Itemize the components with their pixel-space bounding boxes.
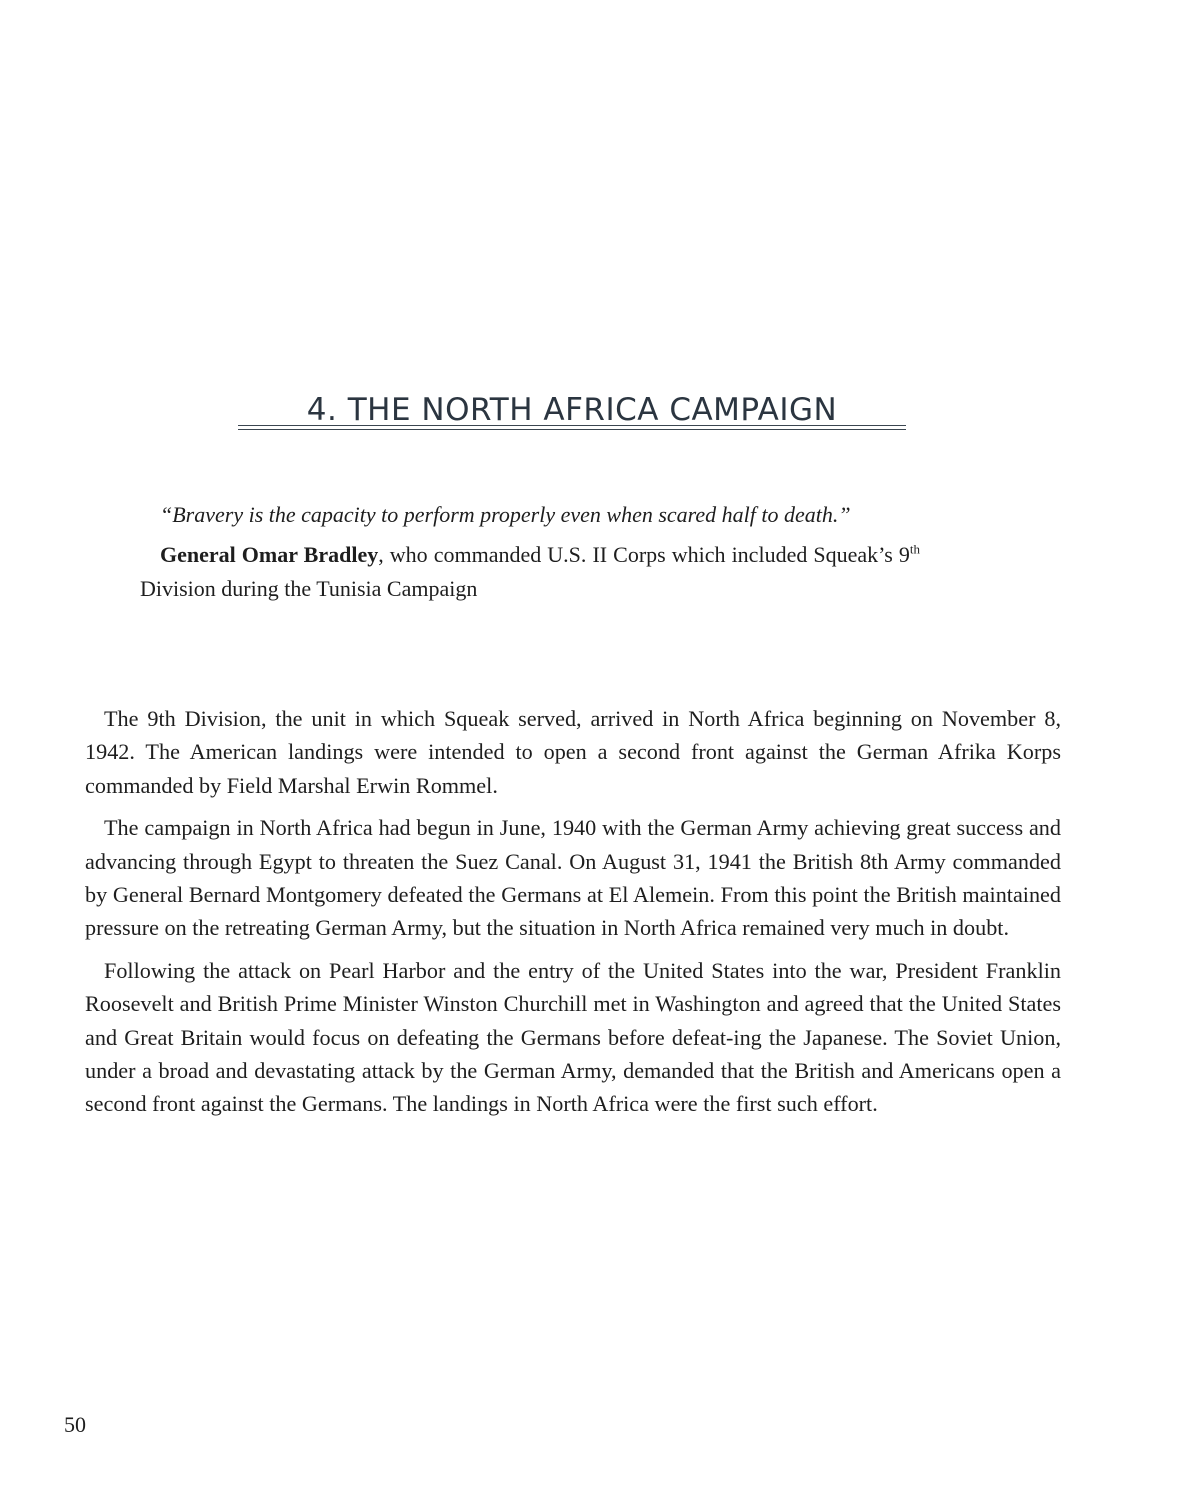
epigraph-attribution-text-end: Division during the Tunisia Campaign: [140, 576, 478, 601]
title-underline-top: [238, 425, 906, 426]
paragraph: Following the attack on Pearl Harbor and the entry of the United States into the war, President Franklin Roosevelt and British Prime Minister Winston Churchill met in Washington and agreed that the United States and Great Britain would focus on defeating the Germans before defeat-ing the Japanese. The Soviet Union, under a broad and devastating attack by the German Army, demanded that the British and Americans open a second front against the Germans. The landings in North Africa were the first such effort.: [85, 957, 1061, 1117]
page-number: 50: [64, 1412, 86, 1437]
paragraph: The campaign in North Africa had begun in June, 1940 with the German Army achieving great success and advancing through Egypt to threaten the Suez Canal. On August 31, 1941 the British 8th Army commanded by General Bernard Montgomery defeated the Germans at El Alemein. From this point the British maintained pressure on the retreating German Army, but the situation in North Africa remained very much in doubt.: [85, 815, 1061, 941]
epigraph-attribution: [140, 538, 920, 606]
ordinal-suffix: th: [909, 541, 920, 557]
epigraph: [140, 498, 920, 606]
epigraph-author: General Omar Bradley: [160, 542, 379, 567]
title-underline-bottom: [238, 429, 906, 430]
chapter-title: 4. THE NORTH AFRICA CAMPAIGN: [306, 392, 838, 428]
paragraph: The 9th Division, the unit in which Squeak served, arrived in North Africa beginning on November 8, 1942. The American landings were intended to open a second front against the German Afrika Korps commanded by Field Marshal Erwin Rommel.: [85, 706, 1061, 798]
epigraph-attribution-text: , who commanded U.S. II Corps which included Squeak’s 9: [378, 542, 910, 567]
body-text: [85, 702, 1061, 1130]
epigraph-quote: “Bravery is the capacity to perform properly even when scared half to death.”: [160, 502, 851, 527]
